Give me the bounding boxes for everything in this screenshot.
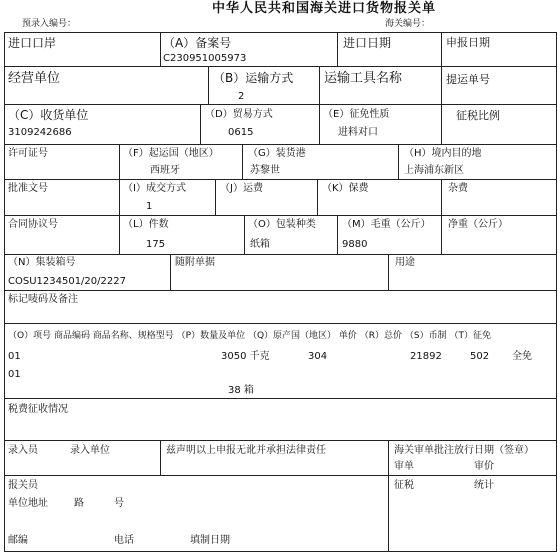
origin-country-label: （F）起运国（地区） [123, 148, 219, 159]
freight-label: （J）运费 [220, 183, 263, 194]
col-line [119, 215, 120, 254]
destination-label: （H）境内目的地 [404, 148, 482, 159]
row-line [4, 254, 557, 255]
deal-mode-label: （I）成交方式 [123, 183, 186, 194]
row-line [4, 179, 557, 180]
col-line [200, 104, 201, 144]
col-line [317, 179, 318, 215]
col-line [441, 215, 442, 254]
consignee-value: 3109242686 [8, 127, 72, 138]
row-line [4, 551, 557, 552]
license-no-label: 许可证号 [8, 148, 48, 159]
goods-quantity: 3050 千克 [221, 351, 270, 362]
loading-port-value: 苏黎世 [250, 165, 280, 176]
gross-weight-label: （M）毛重（公斤） [342, 219, 431, 230]
border-left [4, 32, 5, 551]
col-line [388, 440, 389, 551]
number-label: 号 [114, 498, 124, 509]
goods-origin-code: 304 [308, 351, 328, 362]
col-line [160, 32, 161, 66]
tax-ratio-label: 征税比例 [456, 109, 500, 122]
col-line [215, 179, 216, 215]
net-weight-label: 净重（公斤） [448, 219, 508, 230]
col-line [441, 32, 442, 66]
row-line [4, 215, 557, 216]
goods-exemption: 全免 [512, 351, 532, 362]
border-right [556, 32, 557, 551]
origin-country-value: 西班牙 [150, 165, 180, 176]
operating-unit-label: 经营单位 [8, 71, 61, 86]
goods-line3-quantity: 38 箱 [228, 385, 254, 396]
row-line [4, 66, 557, 67]
goods-line2-no: 01 [8, 369, 21, 380]
form-title: 中华人民共和国海关进口货物报关单 [212, 1, 437, 16]
exemption-nature-label: （E）征免性质 [323, 109, 390, 120]
import-date-label: 进口日期 [343, 36, 392, 50]
container-value: COSU1234501/20/2227 [8, 276, 126, 287]
col-line [388, 254, 389, 290]
col-line [119, 179, 120, 215]
col-line [337, 215, 338, 254]
pieces-value: 175 [146, 239, 166, 250]
row-line [4, 398, 557, 399]
statistics-label: 统计 [474, 480, 494, 491]
trade-mode-value: 0615 [228, 127, 254, 138]
customs-no-label: 海关编号： [385, 19, 431, 29]
price-review-label: 审价 [474, 461, 494, 472]
goods-currency: 502 [470, 351, 490, 362]
misc-fee-label: 杂费 [448, 183, 468, 194]
marks-label: 标记唛码及备注 [8, 294, 78, 305]
col-line [170, 254, 171, 290]
tax-collect-label: 征税 [394, 480, 414, 491]
phone-label: 电话 [114, 535, 134, 546]
row-line [4, 104, 557, 105]
vehicle-name-label: 运输工具名称 [324, 71, 403, 86]
col-line [337, 32, 338, 66]
row-line [4, 32, 557, 33]
goods-header: （O）项号 商品编码 商品名称、规格型号 （P）数量及单位 （Q）原产国（地区） 单价 （R）总价 （S）币制 （T）征免 [8, 331, 491, 341]
row-line [4, 144, 557, 145]
destination-value: 上海浦东新区 [404, 165, 464, 176]
declaration-text: 兹声明以上申报无讹并承担法律责任 [166, 445, 326, 456]
postcode-label: 邮编 [8, 535, 28, 546]
approval-no-label: 批准文号 [8, 183, 48, 194]
entry-unit-label: 录入单位 [70, 445, 110, 456]
col-line [441, 179, 442, 215]
col-line [208, 66, 209, 104]
col-line [319, 66, 320, 104]
entry-person-label: 录入员 [8, 445, 38, 456]
unit-address-label: 单位地址 [8, 498, 48, 509]
insurance-label: （K）保费 [322, 183, 369, 194]
trade-mode-label: （D）贸易方式 [205, 109, 273, 120]
row-line [4, 440, 557, 441]
customs-approval-label: 海关审单批注放行日期（签章） [394, 445, 534, 456]
contract-no-label: 合同协议号 [8, 219, 58, 230]
attached-docs-label: 随附单据 [175, 257, 215, 268]
pieces-label: （L）件数 [123, 219, 169, 230]
record-no-value: C230951005973 [163, 53, 247, 64]
deal-mode-value: 1 [146, 201, 153, 212]
import-port-label: 进口口岸 [8, 36, 57, 50]
loading-port-label: （G）装货港 [248, 148, 306, 159]
bill-no-label: 提运单号 [446, 73, 490, 86]
exemption-nature-value: 进料对口 [338, 127, 378, 138]
container-label: （N）集装箱号 [8, 257, 76, 268]
pre-entry-no-label: 预录入编号： [22, 19, 77, 29]
col-line [319, 104, 320, 144]
col-line [441, 66, 442, 104]
transport-mode-label: （B）运输方式 [213, 71, 294, 85]
packing-label: （O）包装种类 [248, 219, 316, 230]
tax-collection-label: 税费征收情况 [8, 404, 68, 415]
col-line [160, 440, 161, 475]
declare-date-label: 申报日期 [446, 36, 490, 49]
transport-mode-value: 2 [238, 91, 245, 102]
col-line [398, 144, 399, 179]
gross-weight-value: 9880 [342, 239, 368, 250]
goods-total-price: 21892 [410, 351, 442, 362]
declarer-label: 报关员 [8, 480, 38, 491]
col-line [242, 144, 243, 179]
packing-value: 纸箱 [250, 239, 270, 250]
row-line [4, 290, 557, 291]
review-label: 审单 [394, 461, 414, 472]
row-line [4, 323, 557, 324]
usage-label: 用途 [395, 257, 415, 268]
road-label: 路 [74, 498, 84, 509]
col-line [441, 104, 442, 144]
col-line [244, 215, 245, 254]
row-line [4, 475, 557, 476]
consignee-label: （C）收货单位 [8, 108, 89, 122]
goods-item-no: 01 [8, 351, 21, 362]
fill-date-label: 填制日期 [190, 535, 230, 546]
col-line [119, 144, 120, 179]
record-no-label: （A）备案号 [163, 36, 232, 50]
